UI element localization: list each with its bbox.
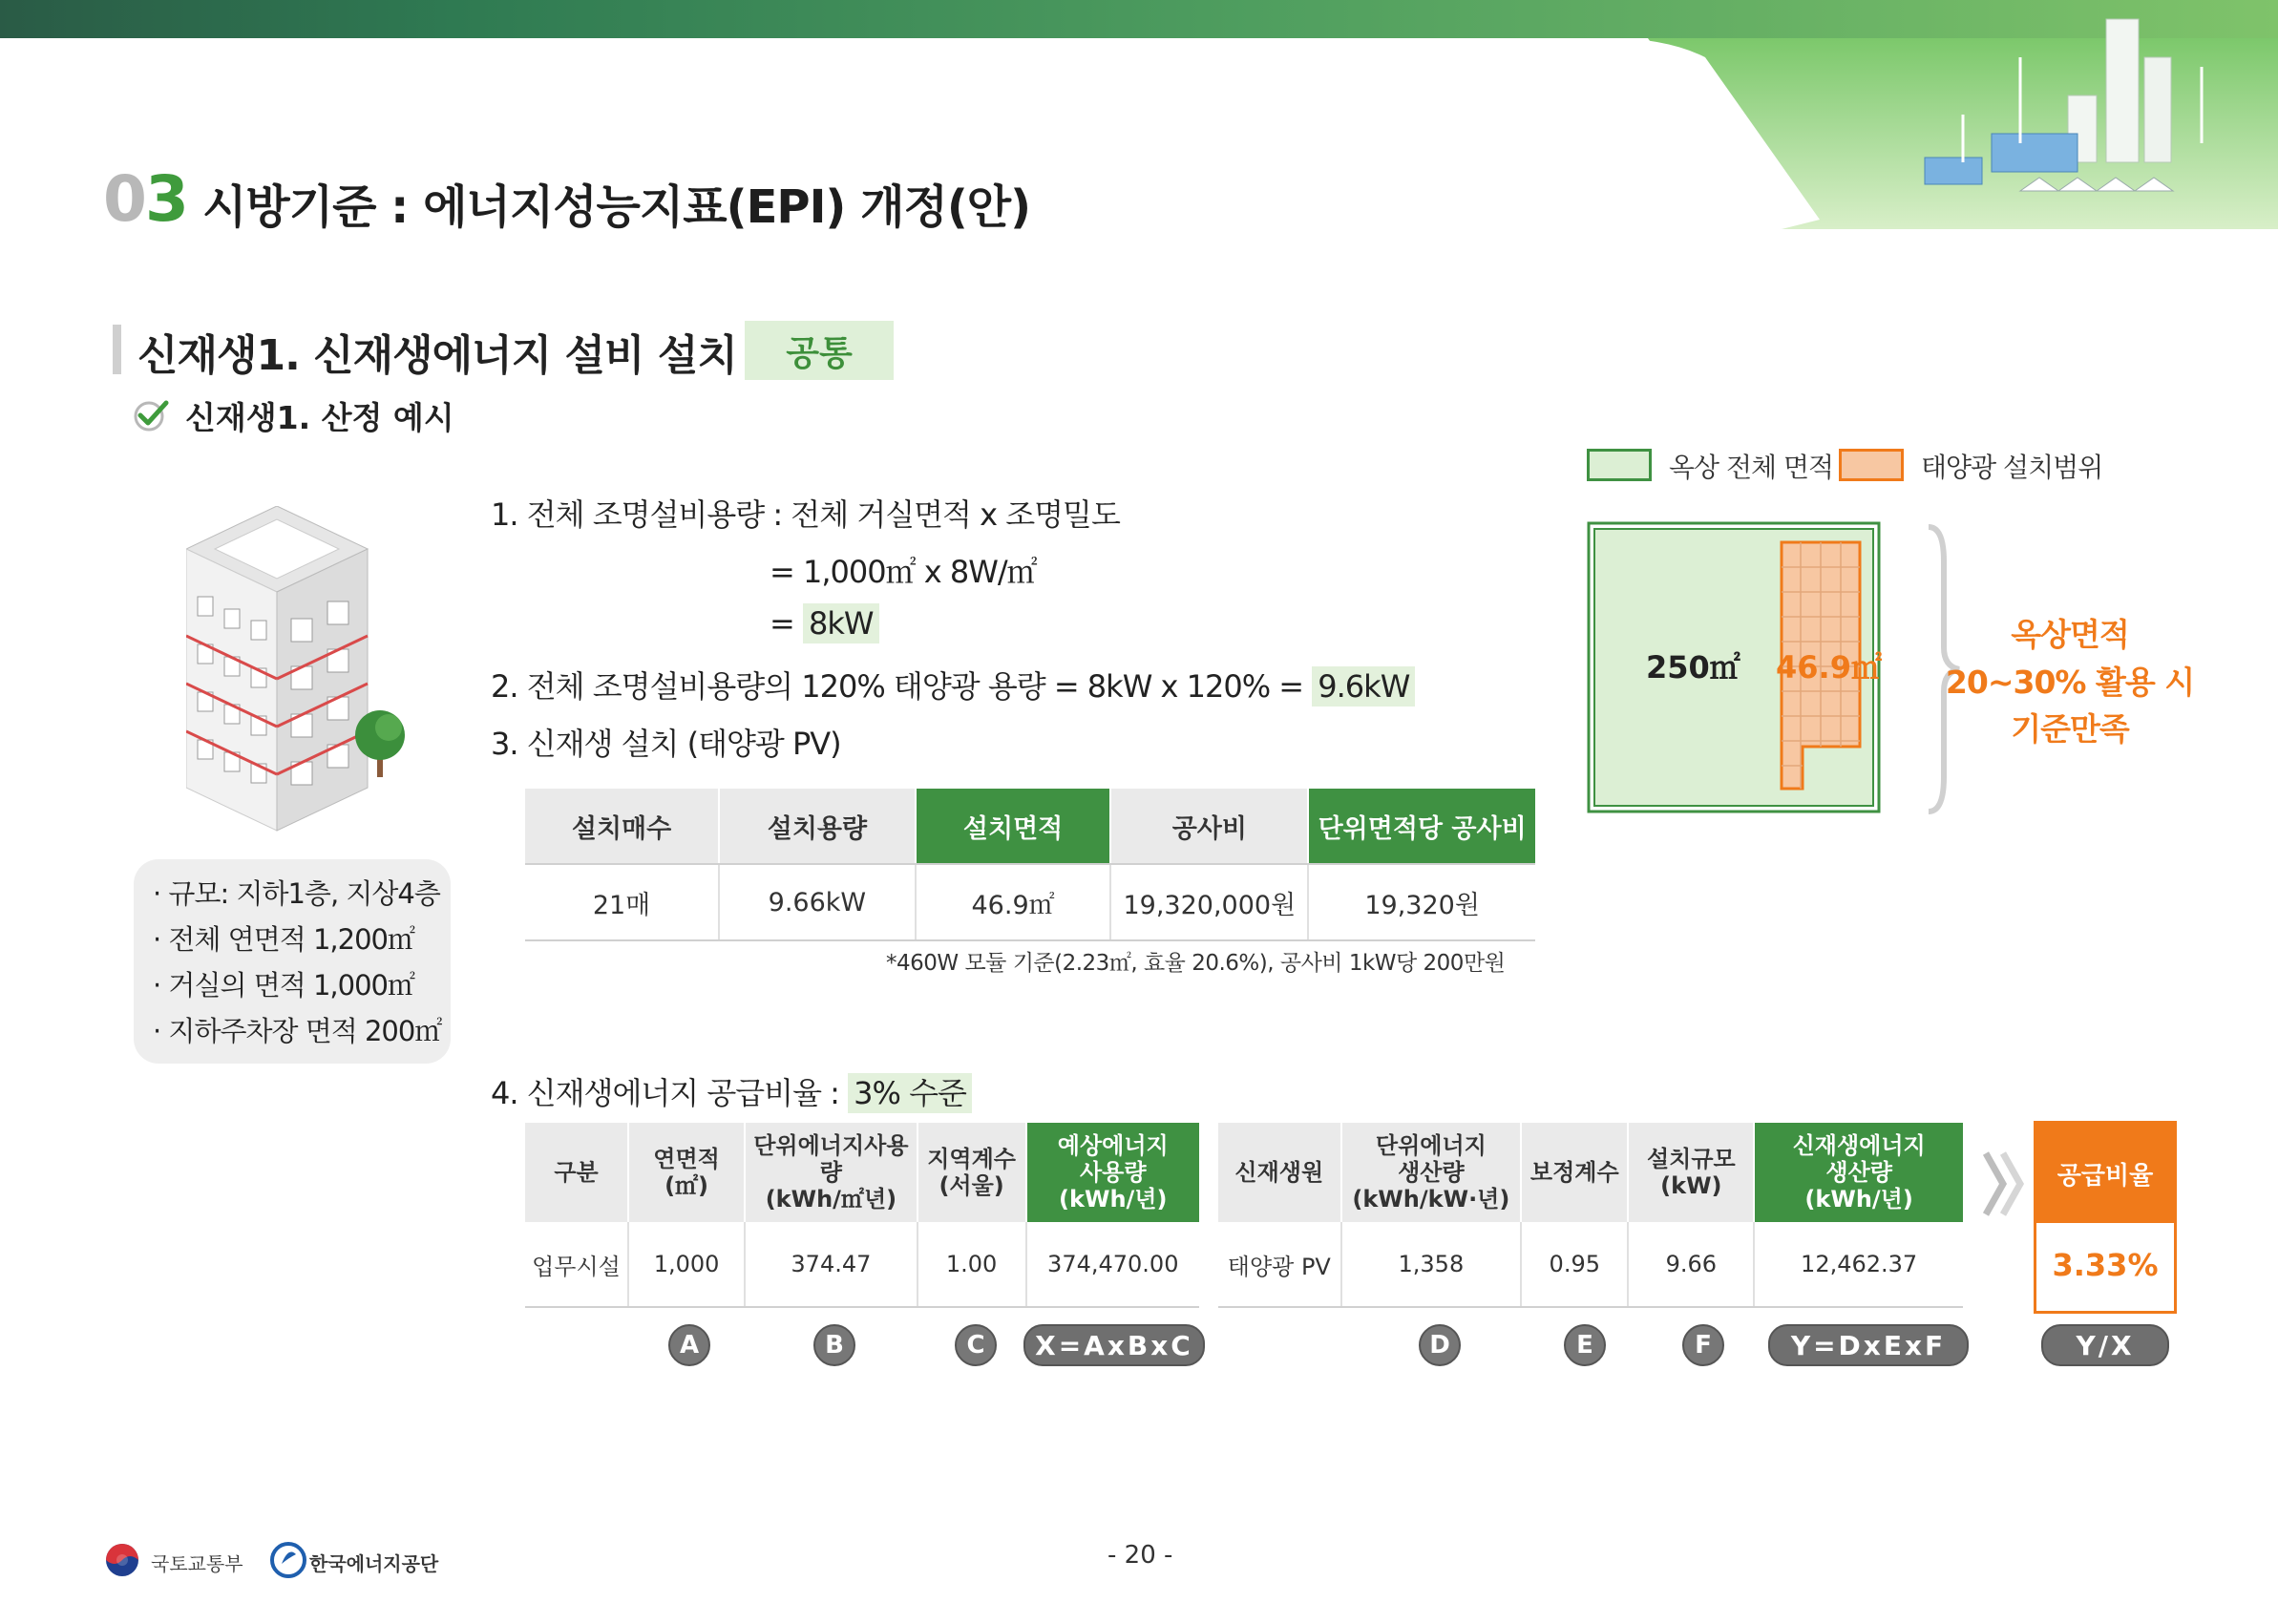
legend-total-label: 옥상 전체 면적 — [1669, 452, 1834, 483]
table-header: 단위면적당 공사비 — [1308, 789, 1535, 864]
table-cell: 1,000 — [628, 1222, 745, 1307]
page-number: - 20 - — [1107, 1541, 1173, 1570]
ministry-logo-icon — [105, 1543, 139, 1577]
roof-pv-area: 46.9㎡ — [1776, 649, 1882, 685]
energy-production-table — [1218, 1123, 1963, 1308]
roof-conclusion-line: 20~30% 활용 시 — [1945, 663, 2195, 701]
building-info-line: · 전체 연면적 1,200㎡ — [153, 923, 414, 956]
table-row — [1218, 1222, 1963, 1307]
step-1-formula: 1. 전체 조명설비용량 : 전체 거실면적 x 조명밀도 — [491, 496, 1120, 533]
table-header: 신재생에너지 생산량 (kWh/년) — [1754, 1123, 1963, 1222]
supply-ratio-box — [2034, 1121, 2177, 1314]
formula-label-b: B — [813, 1324, 855, 1366]
table-cell: 9.66 — [1628, 1222, 1754, 1307]
table-header: 연면적 (㎡) — [628, 1123, 745, 1222]
step-2-value: 9.6kW — [1312, 666, 1415, 707]
energy-use-table — [525, 1123, 1199, 1308]
example-title: 신재생1. 산정 예시 — [185, 399, 454, 436]
table-header-row — [525, 1123, 1199, 1222]
step-4-value: 3% 수준 — [848, 1073, 972, 1113]
formula-label-e: E — [1564, 1324, 1606, 1366]
energy-agency-logo-icon — [269, 1541, 307, 1579]
legend-pv-swatch — [1839, 449, 1904, 481]
formula-label-a: A — [668, 1324, 710, 1366]
install-note: *460W 모듈 기준(2.23㎡, 효율 20.6%), 공사비 1kW당 200만원 — [886, 951, 1506, 976]
formula-label-c: C — [955, 1324, 997, 1366]
building-info-line: · 지하주차장 면적 200㎡ — [153, 1015, 442, 1047]
table-header: 예상에너지 사용량 (kWh/년) — [1026, 1123, 1199, 1222]
roof-conclusion-line: 옥상면적 — [2011, 616, 2129, 653]
install-table — [525, 789, 1535, 941]
building-info-line: · 규모: 지하1층, 지상4층 — [153, 877, 440, 910]
table-cell: 9.66kW — [719, 864, 916, 940]
double-chevron-right-icon — [1982, 1146, 2026, 1222]
table-row — [525, 864, 1535, 940]
table-header: 단위에너지사용량 (kWh/㎡년) — [745, 1123, 918, 1222]
table-cell: 19,320,000원 — [1110, 864, 1308, 940]
subtitle: 신재생1. 신재생에너지 설비 설치 — [137, 331, 737, 380]
table-header: 설치규모 (kW) — [1628, 1123, 1754, 1222]
formula-label-y: Y=DxExF — [1768, 1324, 1969, 1366]
table-header: 단위에너지 생산량 (kWh/kW·년) — [1341, 1123, 1522, 1222]
supply-ratio-header: 공급비율 — [2036, 1124, 2174, 1223]
green-city-illustration — [1610, 0, 2278, 229]
supply-ratio-value: 3.33% — [2052, 1247, 2159, 1283]
table-cell: 12,462.37 — [1754, 1222, 1963, 1307]
table-cell: 업무시설 — [525, 1222, 628, 1307]
building-info-line: · 거실의 면적 1,000㎡ — [153, 969, 414, 1002]
table-header: 지역계수 (서울) — [918, 1123, 1026, 1222]
formula-label-d: D — [1419, 1324, 1461, 1366]
table-header: 신재생원 — [1218, 1123, 1341, 1222]
step-2: 2. 전체 조명설비용량의 120% 태양광 용량 = 8kW x 120% = 9.6kW — [491, 663, 1415, 707]
page-title: 시방기준 : 에너지성능지표(EPI) 개정(안) — [202, 180, 1031, 234]
roof-conclusion — [1917, 611, 2223, 753]
formula-label-x: X=AxBxC — [1023, 1324, 1205, 1366]
table-header: 보정계수 — [1521, 1123, 1628, 1222]
table-cell: 1.00 — [918, 1222, 1026, 1307]
table-cell: 46.9㎡ — [916, 864, 1111, 940]
table-cell: 19,320원 — [1308, 864, 1535, 940]
table-cell: 21매 — [525, 864, 719, 940]
step-1-result: = 8kW — [770, 605, 879, 642]
table-header: 설치용량 — [719, 789, 916, 864]
table-header: 공사비 — [1110, 789, 1308, 864]
roof-conclusion-line: 기준만족 — [2011, 710, 2129, 748]
check-icon — [132, 395, 170, 433]
formula-label-y-over-x: Y/X — [2041, 1324, 2169, 1366]
roof-total-area: 250㎡ — [1646, 649, 1740, 685]
table-header: 구분 — [525, 1123, 628, 1222]
table-cell: 374,470.00 — [1026, 1222, 1199, 1307]
common-badge: 공통 — [745, 321, 894, 380]
table-row — [525, 1222, 1199, 1307]
step-1-value: 8kW — [803, 603, 879, 643]
legend-total-swatch — [1587, 449, 1652, 481]
footer-org-1: 국토교통부 — [151, 1552, 243, 1575]
table-cell: 374.47 — [745, 1222, 918, 1307]
table-cell: 1,358 — [1341, 1222, 1522, 1307]
table-cell: 태양광 PV — [1218, 1222, 1341, 1307]
legend-pv-label: 태양광 설치범위 — [1921, 452, 2103, 483]
step-3: 3. 신재생 설치 (태양광 PV) — [491, 726, 841, 762]
table-cell: 0.95 — [1521, 1222, 1628, 1307]
table-header: 설치면적 — [916, 789, 1111, 864]
table-header-row — [525, 789, 1535, 864]
table-header: 설치매수 — [525, 789, 719, 864]
step-4: 4. 신재생에너지 공급비율 : 3% 수준 — [491, 1069, 972, 1113]
building-illustration — [186, 506, 415, 850]
formula-label-f: F — [1682, 1324, 1724, 1366]
footer-org-2: 한국에너지공단 — [309, 1552, 439, 1575]
table-header-row — [1218, 1123, 1963, 1222]
building-info-panel — [134, 859, 451, 1064]
subtitle-marker — [113, 325, 121, 374]
section-number: 03 — [103, 162, 187, 236]
step-1-calc: = 1,000㎡ x 8W/㎡ — [770, 554, 1037, 590]
